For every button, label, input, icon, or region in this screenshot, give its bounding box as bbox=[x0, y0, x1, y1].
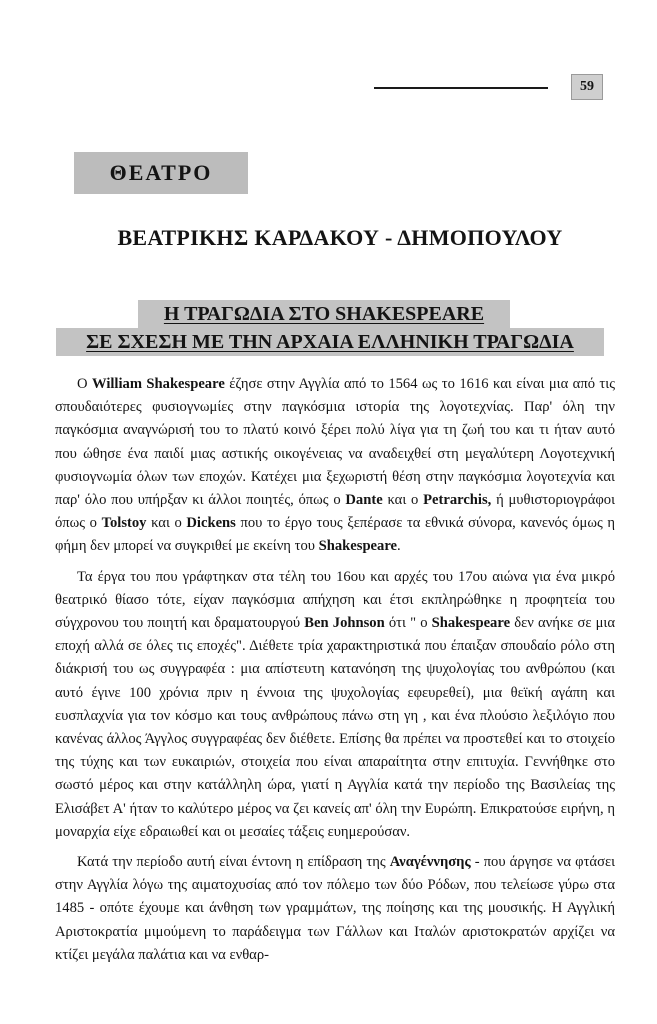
text-run: και ο bbox=[146, 515, 187, 532]
header-rule bbox=[374, 87, 548, 89]
text-run: έζησε στην Αγγλία από το 1564 ως το 1616 και είναι μια από τις σπουδαιότερες φυσιογνωμίες στην παγκόσμια ιστορία της λογοτεχνίας. Παρ' όλη την παγκόσμια αναγνώρισή του το πλατύ κοινό ξέρει πολύ λίγα για τη ζωή του και τι ήταν αυτό που ώθησε ένα παιδί μιας αστικής οικογένειας να αναδειχθεί στη μεγαλύτερη Λογοτεχνική φυσιογνωμία όλων των εποχών. Κατέχει μια ξεχωριστή θέση στην παγκόσμια λογοτεχνία και παρ' όλο που υπήρξαν κι άλλοι ποιητές, όπως ο bbox=[55, 376, 615, 509]
page-number: 59 bbox=[571, 74, 603, 100]
text-run: - που άργησε να φτάσει στην Αγγλία λόγω της αιματοχυσίας από τον πόλεμο των δύο Ρόδων, που τελείωσε γύρω στα 1485 - οπότε έχουμε και άνθηση των γραμμάτων, της ποίησης και της μουσικής. Η Αγγλική Αριστοκρατία μιμούμενη το παράδειγμα των Γάλλων και Ιταλών αριστοκρατών αρχίζει να κτίζει μεγάλα παλάτια και να ενθαρ- bbox=[55, 854, 615, 963]
article-body bbox=[55, 373, 615, 967]
text-run: . bbox=[397, 538, 401, 555]
article-title-line-1: Η ΤΡΑΓΩΔΙΑ ΣΤΟ SHAKESPEARE bbox=[138, 300, 510, 328]
bold-term: Petrarchis, bbox=[423, 492, 492, 509]
article-title-line-2: ΣΕ ΣΧΕΣΗ ΜΕ ΤΗΝ ΑΡΧΑΙΑ ΕΛΛΗΝΙΚΗ ΤΡΑΓΩΔΙΑ bbox=[56, 328, 604, 356]
bold-term: William Shakespeare bbox=[91, 376, 225, 392]
text-run: που το έργο τους ξεπέρασε τα εθνικά σύνορα, κανενός όμως η φήμη δεν μπορεί να συγκριθεί με εκείνη του bbox=[55, 515, 615, 555]
bold-term: Shakespeare bbox=[431, 615, 511, 632]
text-run: Τα έργα του που γράφτηκαν στα τέλη του 16ου και αρχές του 17ου αιώνα για ένα μικρό θεατρικό θίασο τότε, είχαν παγκόσμια απήχηση και έτσι εκπληρώθηκε η προφητεία του σύγχρονου του ποιητή και δραματουργού bbox=[55, 568, 615, 632]
section-label: ΘΕΑΤΡΟ bbox=[74, 152, 248, 194]
author-name: ΒΕΑΤΡΙΚΗΣ ΚΑΡΔΑΚΟΥ - ΔΗΜΟΠΟΥΛΟΥ bbox=[117, 225, 563, 250]
paragraph bbox=[55, 566, 615, 844]
text-run: ή μυθιστοριογράφοι όπως ο bbox=[55, 492, 615, 532]
text-run: ότι " ο bbox=[384, 615, 432, 632]
bold-term: Tolstoy bbox=[101, 515, 147, 532]
bold-term: Dante bbox=[345, 492, 383, 509]
text-run: δεν ανήκε σε μια εποχή αλλά σε όλες τις εποχές". Διέθετε τρία χαρακτηριστικά που έπαιξαν σπουδαίο ρόλο στη διάκρισή του ως συγγραφέα : μια απίστευτη κατανόηση της ψυχολογίας του ανθρώπου (και αυτό έγινε 100 χρόνια πριν η έννοια της ψυχολογίας εφευρεθεί), μια θεϊκή αγάπη και ευσπλαχνία για τον κόσμο και τους ανθρώπους πάνω στη γη , και ένα πλούσιο λεξιλόγιο που κανένας άλλος Άγγλος συγγραφέας δεν διέθετε. Επίσης θα πρέπει να προστεθεί και το στοιχείο της τύχης και των ευκαιριών, στοιχεία που είναι απαραίτητα στην επιτυχία. Γεννήθηκε στο σωστό μέρος και στην κατάλληλη ώρα, γιατί η Αγγλία κατά την περίοδο της Βασιλείας της Ελισάβετ Α' ήταν το καλύτερο μέρος να ζει κανείς απ' όλη την Ευρώπη. Επικρατούσε ειρήνη, η μοναρχία είχε εδραιωθεί και οι μεσαίες τάξεις ευημερούσαν. bbox=[55, 615, 615, 840]
text-run: Κατά την περίοδο αυτή είναι έντονη η επίδραση της bbox=[77, 854, 390, 871]
bold-term: Ben Johnson bbox=[304, 615, 385, 632]
text-run: και ο bbox=[382, 492, 424, 509]
bold-term: Shakespeare bbox=[318, 538, 398, 555]
text-run: Ο bbox=[77, 376, 92, 392]
bold-term: Αναγέννησης bbox=[389, 854, 471, 871]
paragraph bbox=[55, 373, 615, 559]
bold-term: Dickens bbox=[186, 515, 236, 532]
paragraph bbox=[55, 851, 615, 967]
